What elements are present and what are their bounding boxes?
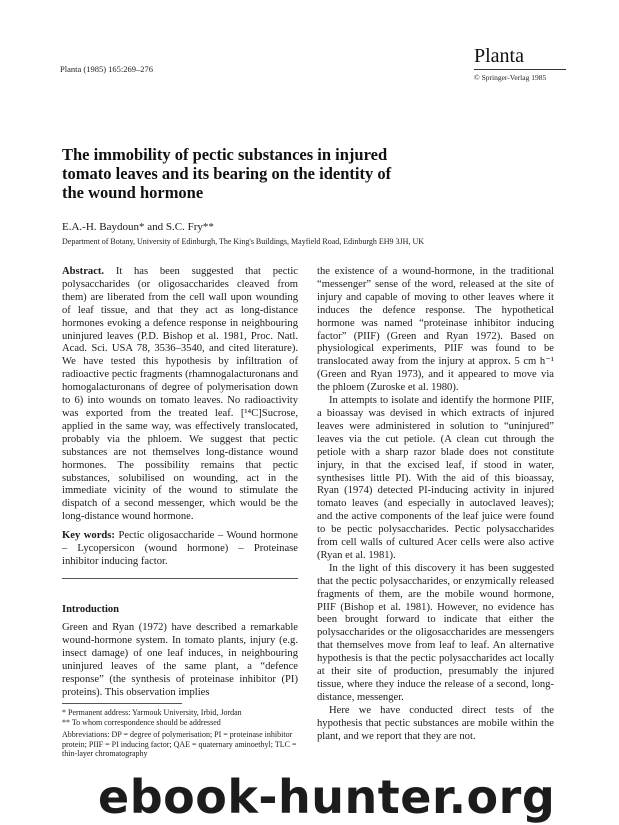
keywords	[62, 530, 298, 569]
article-title: The immobility of pectic substances in injured tomato leaves and its bearing on the identity of the wound hormone	[62, 145, 392, 202]
abstract-text: It has been suggested that pectic polysaccharides (or oligosaccharides cleaved from them) are liberated from the cell wall upon wounding of leaf tissue, and that they act as long-distance hormones evoking a defence response in neighbouring uninjured leaves (P.D. Bishop et al. 1981, Proc. Natl. Acad. Sci. USA 78, 3536–3540, and cited literature). We have tested this hypothesis by infiltration of radioactive pectic fragments (rhamnogalacturonans and homogalacturonans of degree of polymerisation down to 6) into wounds on tomato leaves. No radioactivity was exported from the treated leaf. [¹⁴C]Sucrose, applied in the same way, was effectively translocated, probably via the phloem. We suggest that pectic substances are not themselves long-distance wound hormones. The possibility remains that pectic substances, solubilised on wounding, act in the immediate vicinity of the wound to stimulate the dispatch of a second messenger, which would be the long-distance wound hormone.	[62, 266, 298, 523]
footnote-divider	[62, 703, 182, 704]
journal-logo	[474, 45, 547, 82]
footnote-2: ** To whom correspondence should be addressed	[62, 717, 221, 727]
abstract-label: Abstract.	[62, 266, 105, 277]
keywords-text: Pectic oligosaccharide – Wound hormone – Lycopersicon (wound hormone) – Proteinase inhibitor inducing factor.	[62, 530, 298, 567]
watermark: ebook-hunter.org	[98, 770, 556, 824]
right-paragraph-4: Here we have conducted direct tests of the hypothesis that pectic substances are mobile within the plant, and we report that they are not.	[317, 704, 554, 742]
left-column	[62, 266, 298, 569]
journal-citation: Planta (1985) 165:269–276	[60, 64, 154, 74]
right-column	[317, 266, 554, 744]
abbreviations: Abbreviations: DP = degree of polymerisation; PI = proteinase inhibitor protein; PIIF = PI inducing factor; QAE = quaternary aminoethyl; TLC = thin-layer chromatography	[62, 730, 297, 759]
right-paragraph-2: In attempts to isolate and identify the hormone PIIF, a bioassay was devised in which extracts of injured leaves were administered in solution to “uninjured” leaves via the cut petiole. (A clean cut through the petiole with a sharp razor blade does not constitute injury, in that the excised leaf, if stood in water, synthesises little PI). With the aid of this bioassay, Ryan (1974) detected PI-inducing activity in injured tomato leaves (and especially in autoclaved leaves); and the active components of the leaf juice were found to be pectic polysaccharides. Pectic polysaccharides from cell walls of cultured Acer cells were also active (Ryan et al. 1981).	[317, 395, 554, 561]
footnotes	[62, 708, 298, 759]
keywords-label: Key words:	[62, 530, 115, 542]
journal-rule	[474, 69, 566, 70]
right-paragraph-3: In the light of this discovery it has been suggested that the pectic polysaccharides, or enzymically released fragments of them, are the mobile wound hormone, PIIF (Bishop et al. 1981). However, no evidence has been brought forward to indicate that either the polysaccharides or the oligosaccharides are messengers that themselves move from leaf to leaf. An alternative hypothesis is that the pectic polysaccharides act locally at their site of production, presumably the injured tissue, where they induce the release of a second, long-distance, messenger.	[317, 562, 554, 703]
copyright-notice: © Springer-Verlag 1985	[474, 73, 547, 82]
section-divider	[62, 578, 298, 579]
abstract	[62, 266, 298, 524]
author-list: E.A.-H. Baydoun* and S.C. Fry**	[62, 221, 214, 233]
right-paragraph-1: the existence of a wound-hormone, in the traditional “messenger” sense of the word, released at the site of injury and capable of moving to other leaves where it induces the defence response. The hypothetical hormone was named “proteinase inhibitor inducing factor” (PIIF) (Green and Ryan 1972). Based on physiological experiments, PIIF was found to be translocated away from the injury at approx. 5 cm h⁻¹ (Green and Ryan 1973), and it appeared to move via the phloem (Zuroske et al. 1980).	[317, 266, 554, 394]
author-affiliation: Department of Botany, University of Edinburgh, The King's Buildings, Mayfield Road, Edinburgh EH9 3JH, UK	[62, 237, 424, 246]
footnote-1: * Permanent address: Yarmouk University, Irbid, Jordan	[62, 708, 242, 717]
journal-name: Planta	[474, 45, 524, 67]
introduction-text: Green and Ryan (1972) have described a remarkable wound-hormone system. In tomato plants, injury (e.g. insect damage) of one leaf induces, in neighbouring uninjured leaves of the same plant, a “defence response” (the synthesis of proteinase inhibitor (PI) proteins). This observation implies	[62, 622, 298, 698]
introduction-heading: Introduction	[62, 604, 119, 615]
